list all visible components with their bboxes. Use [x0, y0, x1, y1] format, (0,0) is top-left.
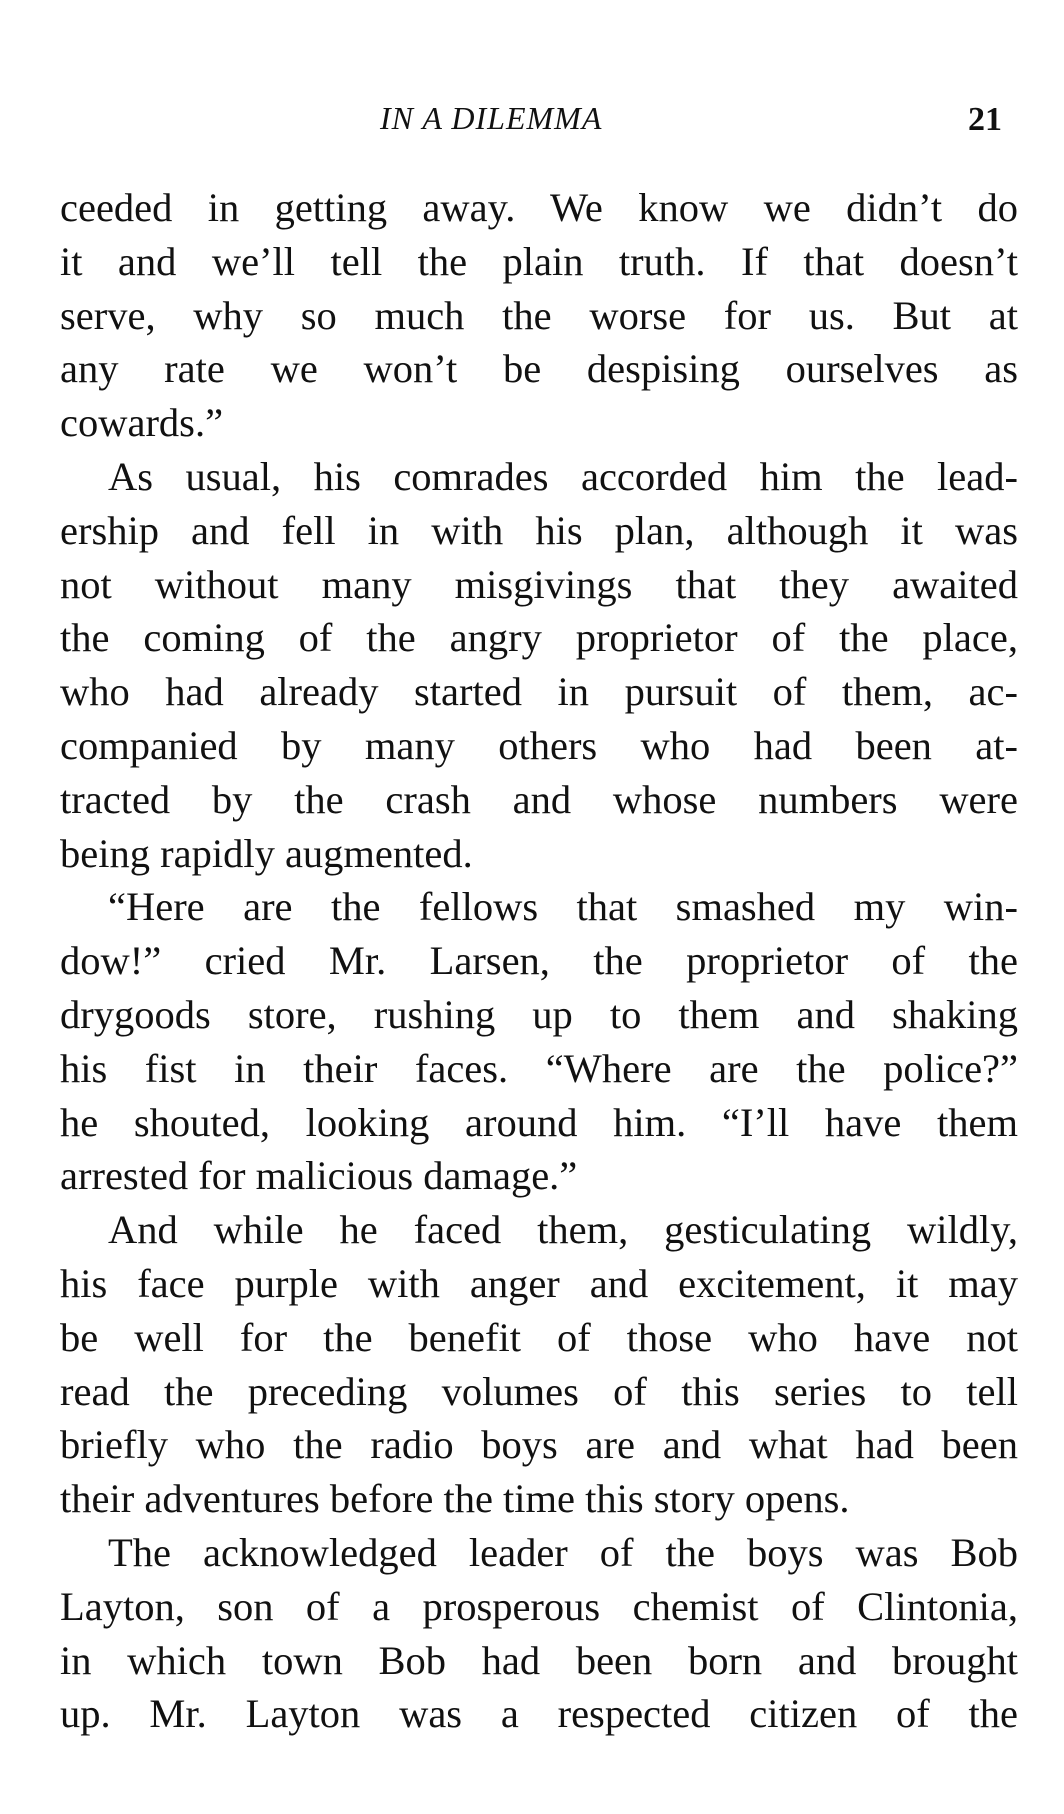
text-line: being rapidly augmented. [60, 830, 473, 876]
text-line: who had already started in pursuit of them, ac- [60, 669, 1018, 715]
text-line: his fist in their faces. “Where are the police?” [60, 1045, 1018, 1091]
text-line: The acknowledged leader of the boys was Bob [108, 1529, 1018, 1575]
running-title: IN A DILEMMA [380, 100, 603, 136]
text-line: tracted by the crash and whose numbers were [60, 776, 1018, 822]
text-line: be well for the benefit of those who have not [60, 1314, 1018, 1360]
text-line: up. Mr. Layton was a respected citizen of the [60, 1691, 1018, 1737]
text-line: in which town Bob had been born and brought [60, 1637, 1018, 1683]
text-line: “Here are the fellows that smashed my win- [108, 884, 1018, 930]
paragraph [60, 880, 1018, 1203]
text-line: he shouted, looking around him. “I’ll have them [60, 1099, 1018, 1145]
text-line: drygoods store, rushing up to them and shaking [60, 991, 1018, 1037]
text-line: Layton, son of a prosperous chemist of Clintonia, [60, 1583, 1018, 1629]
text-line: And while he faced them, gesticulating wildly, [108, 1207, 1018, 1253]
paragraph [60, 1526, 1018, 1741]
text-line: dow!” cried Mr. Larsen, the proprietor of the [60, 938, 1018, 984]
text-line: briefly who the radio boys are and what had been [60, 1422, 1018, 1468]
text-line: it and we’ll tell the plain truth. If that doesn’t [60, 238, 1018, 284]
text-line: any rate we won’t be despising ourselves as [60, 346, 1018, 392]
paragraph [60, 1203, 1018, 1526]
text-line: their adventures before the time this story opens. [60, 1476, 850, 1522]
text-line: the coming of the angry proprietor of the place, [60, 615, 1018, 661]
text-line: ceeded in getting away. We know we didn’t do [60, 185, 1018, 230]
text-line: cowards.” [60, 400, 224, 446]
text-line: read the preceding volumes of this series to tell [60, 1368, 1018, 1414]
paragraph [60, 450, 1018, 880]
text-line: ership and fell in with his plan, although it was [60, 507, 1018, 553]
text-line: serve, why so much the worse for us. But at [60, 292, 1018, 338]
text-line: As usual, his comrades accorded him the lead- [108, 453, 1018, 499]
body-text [60, 181, 1018, 1741]
running-head [0, 98, 1064, 146]
text-line: his face purple with anger and excitement, it may [60, 1260, 1018, 1306]
text-line: arrested for malicious damage.” [60, 1153, 578, 1199]
paragraph [60, 181, 1018, 450]
text-line: companied by many others who had been at- [60, 722, 1018, 768]
page-number: 21 [968, 101, 1002, 138]
text-line: not without many misgivings that they awaited [60, 561, 1018, 607]
